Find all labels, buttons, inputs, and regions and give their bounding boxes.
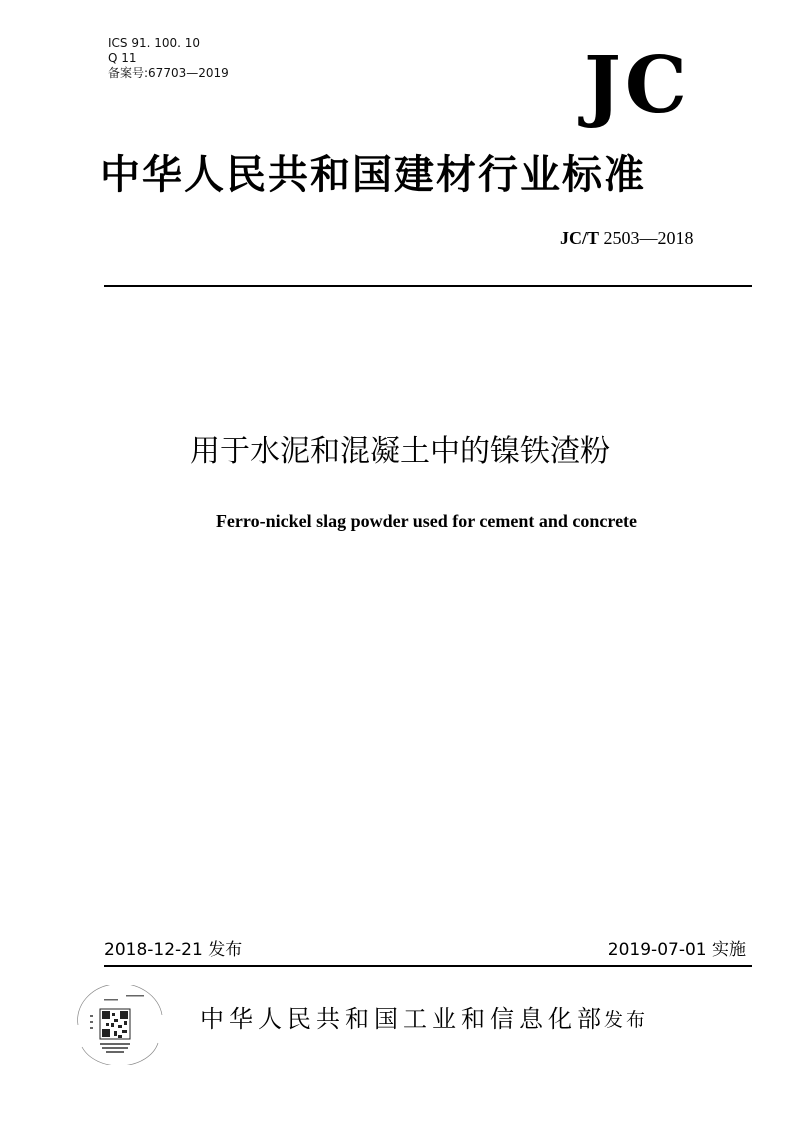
- document-title-en: Ferro-nickel slag powder used for cement and concrete: [215, 511, 638, 531]
- top-divider: [104, 285, 752, 287]
- qr-code-stamp: [70, 985, 170, 1065]
- bottom-divider: [104, 965, 752, 967]
- record-number: 备案号:67703—2019: [108, 66, 229, 80]
- standard-number-value: 2503—2018: [599, 228, 694, 248]
- ics-code: ICS 91. 100. 10: [108, 36, 201, 50]
- issue-date: 2018-12-21 发布: [104, 940, 243, 960]
- implementation-date: 2019-07-01 实施: [607, 940, 746, 960]
- standard-category-title: 中华人民共和国建材行业标准: [100, 151, 646, 198]
- publish-label: 发布: [604, 1009, 649, 1031]
- publisher-name: 中华人民共和国工业和信息化部: [200, 1005, 606, 1033]
- document-title-cn: 用于水泥和混凝土中的镍铁渣粉: [190, 434, 610, 469]
- classification-code: Q 11: [108, 51, 137, 65]
- standard-number-prefix: JC/T: [560, 228, 600, 248]
- jc-logo: JC: [584, 40, 691, 131]
- standard-number: [560, 228, 740, 248]
